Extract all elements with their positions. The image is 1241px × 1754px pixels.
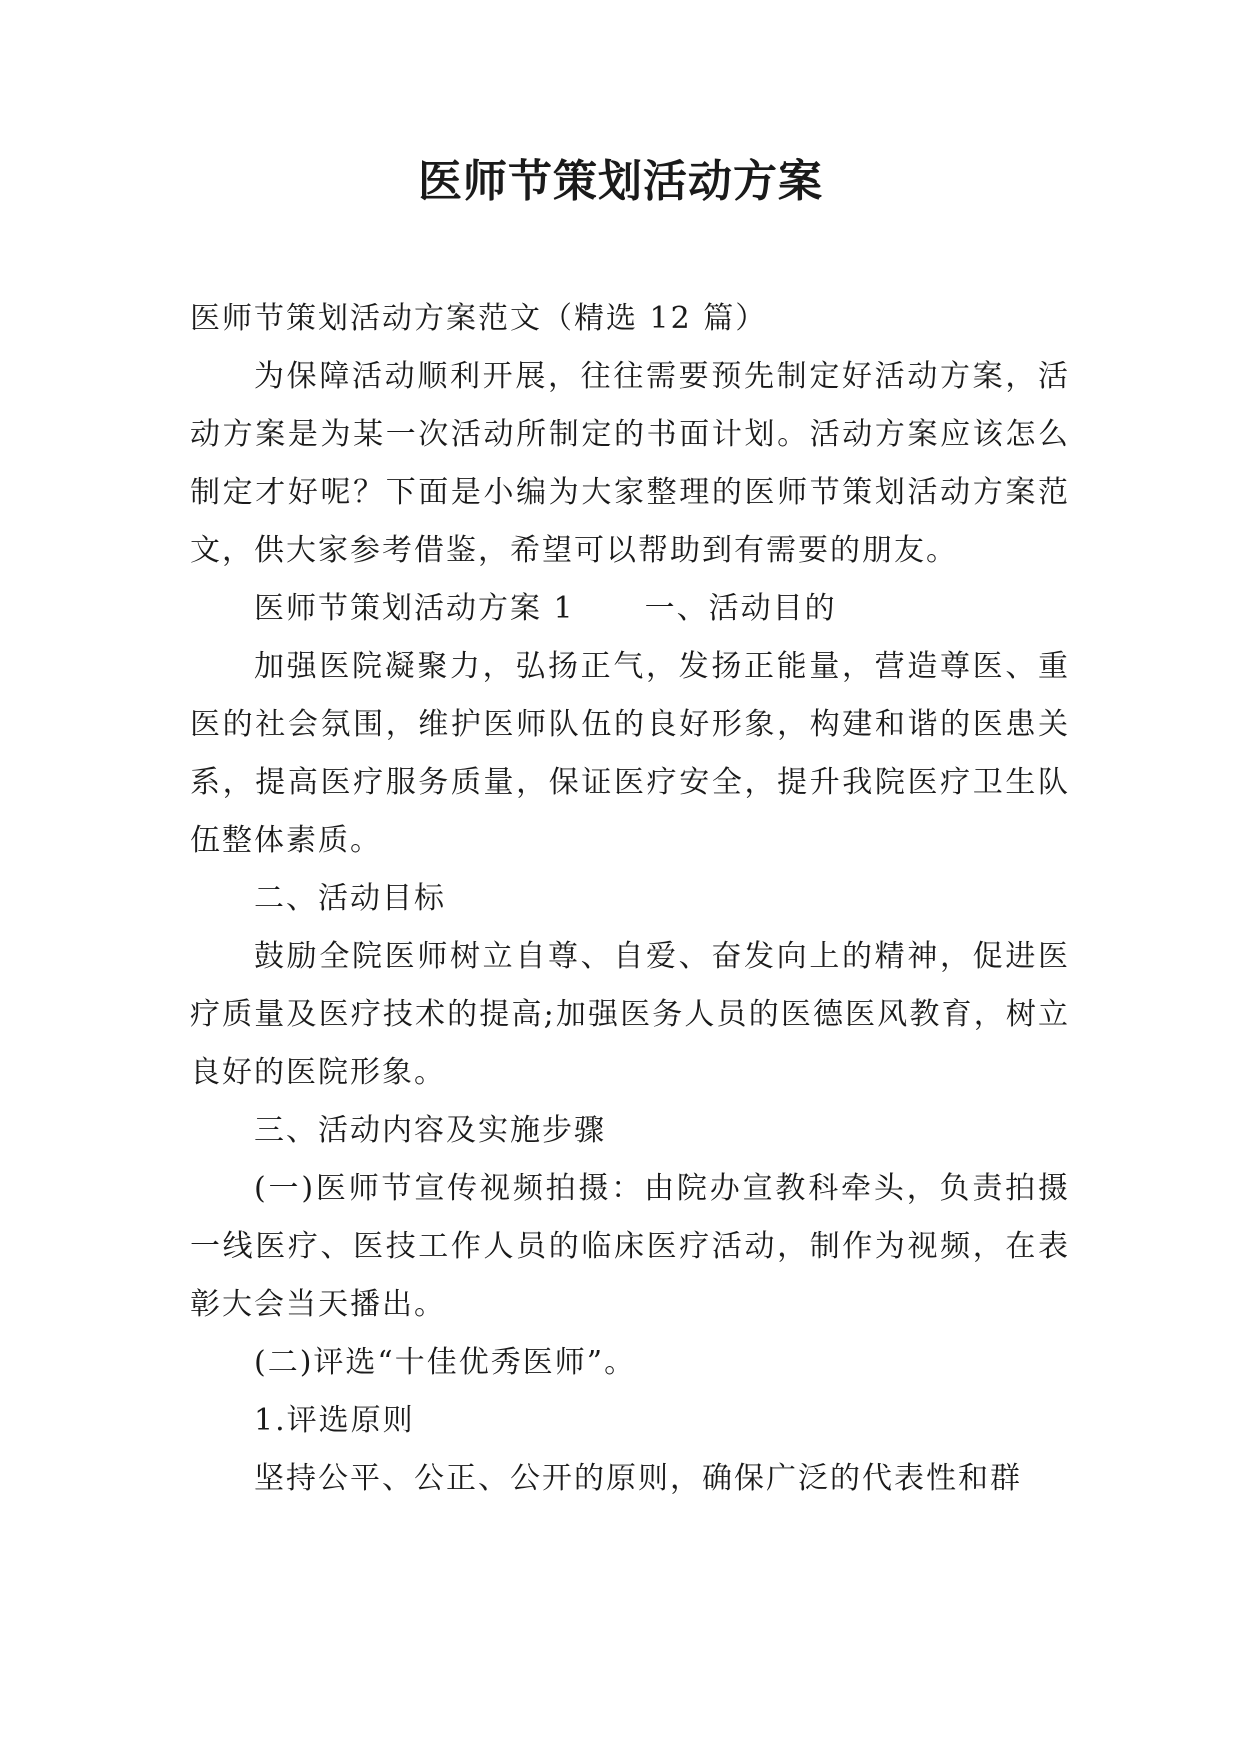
document-body	[190, 290, 1070, 1508]
plan-heading-line	[190, 580, 1070, 638]
item1-paragraph: (一)医师节宣传视频拍摄：由院办宣教科牵头，负责拍摄一线医疗、医技工作人员的临床医疗活动，制作为视频，在表彰大会当天播出。	[190, 1171, 1070, 1322]
section1-heading: 一、活动目的	[644, 591, 837, 626]
section1-paragraph: 加强医院凝聚力，弘扬正气，发扬正能量，营造尊医、重医的社会氛围，维护医师队伍的良好形象，构建和谐的医患关系，提高医疗服务质量，保证医疗安全，提升我院医疗卫生队伍整体素质。	[190, 649, 1070, 858]
section3-heading: 三、活动内容及实施步骤	[254, 1113, 606, 1148]
document-subtitle: 医师节策划活动方案范文（精选 12 篇）	[190, 301, 768, 336]
document-title: 医师节策划活动方案	[418, 156, 823, 207]
item2-paragraph: (二)评选“十佳优秀医师”。	[254, 1345, 637, 1380]
intro-paragraph: 为保障活动顺利开展，往往需要预先制定好活动方案，活动方案是为某一次活动所制定的书面计划。活动方案应该怎么制定才好呢？下面是小编为大家整理的医师节策划活动方案范文，供大家参考借鉴，希望可以帮助到有需要的朋友。	[190, 359, 1070, 568]
plan-heading: 医师节策划活动方案 1	[254, 591, 575, 626]
section2-heading: 二、活动目标	[254, 881, 446, 916]
subitem1-paragraph: 坚持公平、公正、公开的原则，确保广泛的代表性和群	[254, 1461, 1022, 1496]
section2-paragraph: 鼓励全院医师树立自尊、自爱、奋发向上的精神，促进医疗质量及医疗技术的提高;加强医务人员的医德医风教育，树立良好的医院形象。	[190, 939, 1070, 1090]
subitem1-heading: 1.评选原则	[254, 1403, 415, 1438]
